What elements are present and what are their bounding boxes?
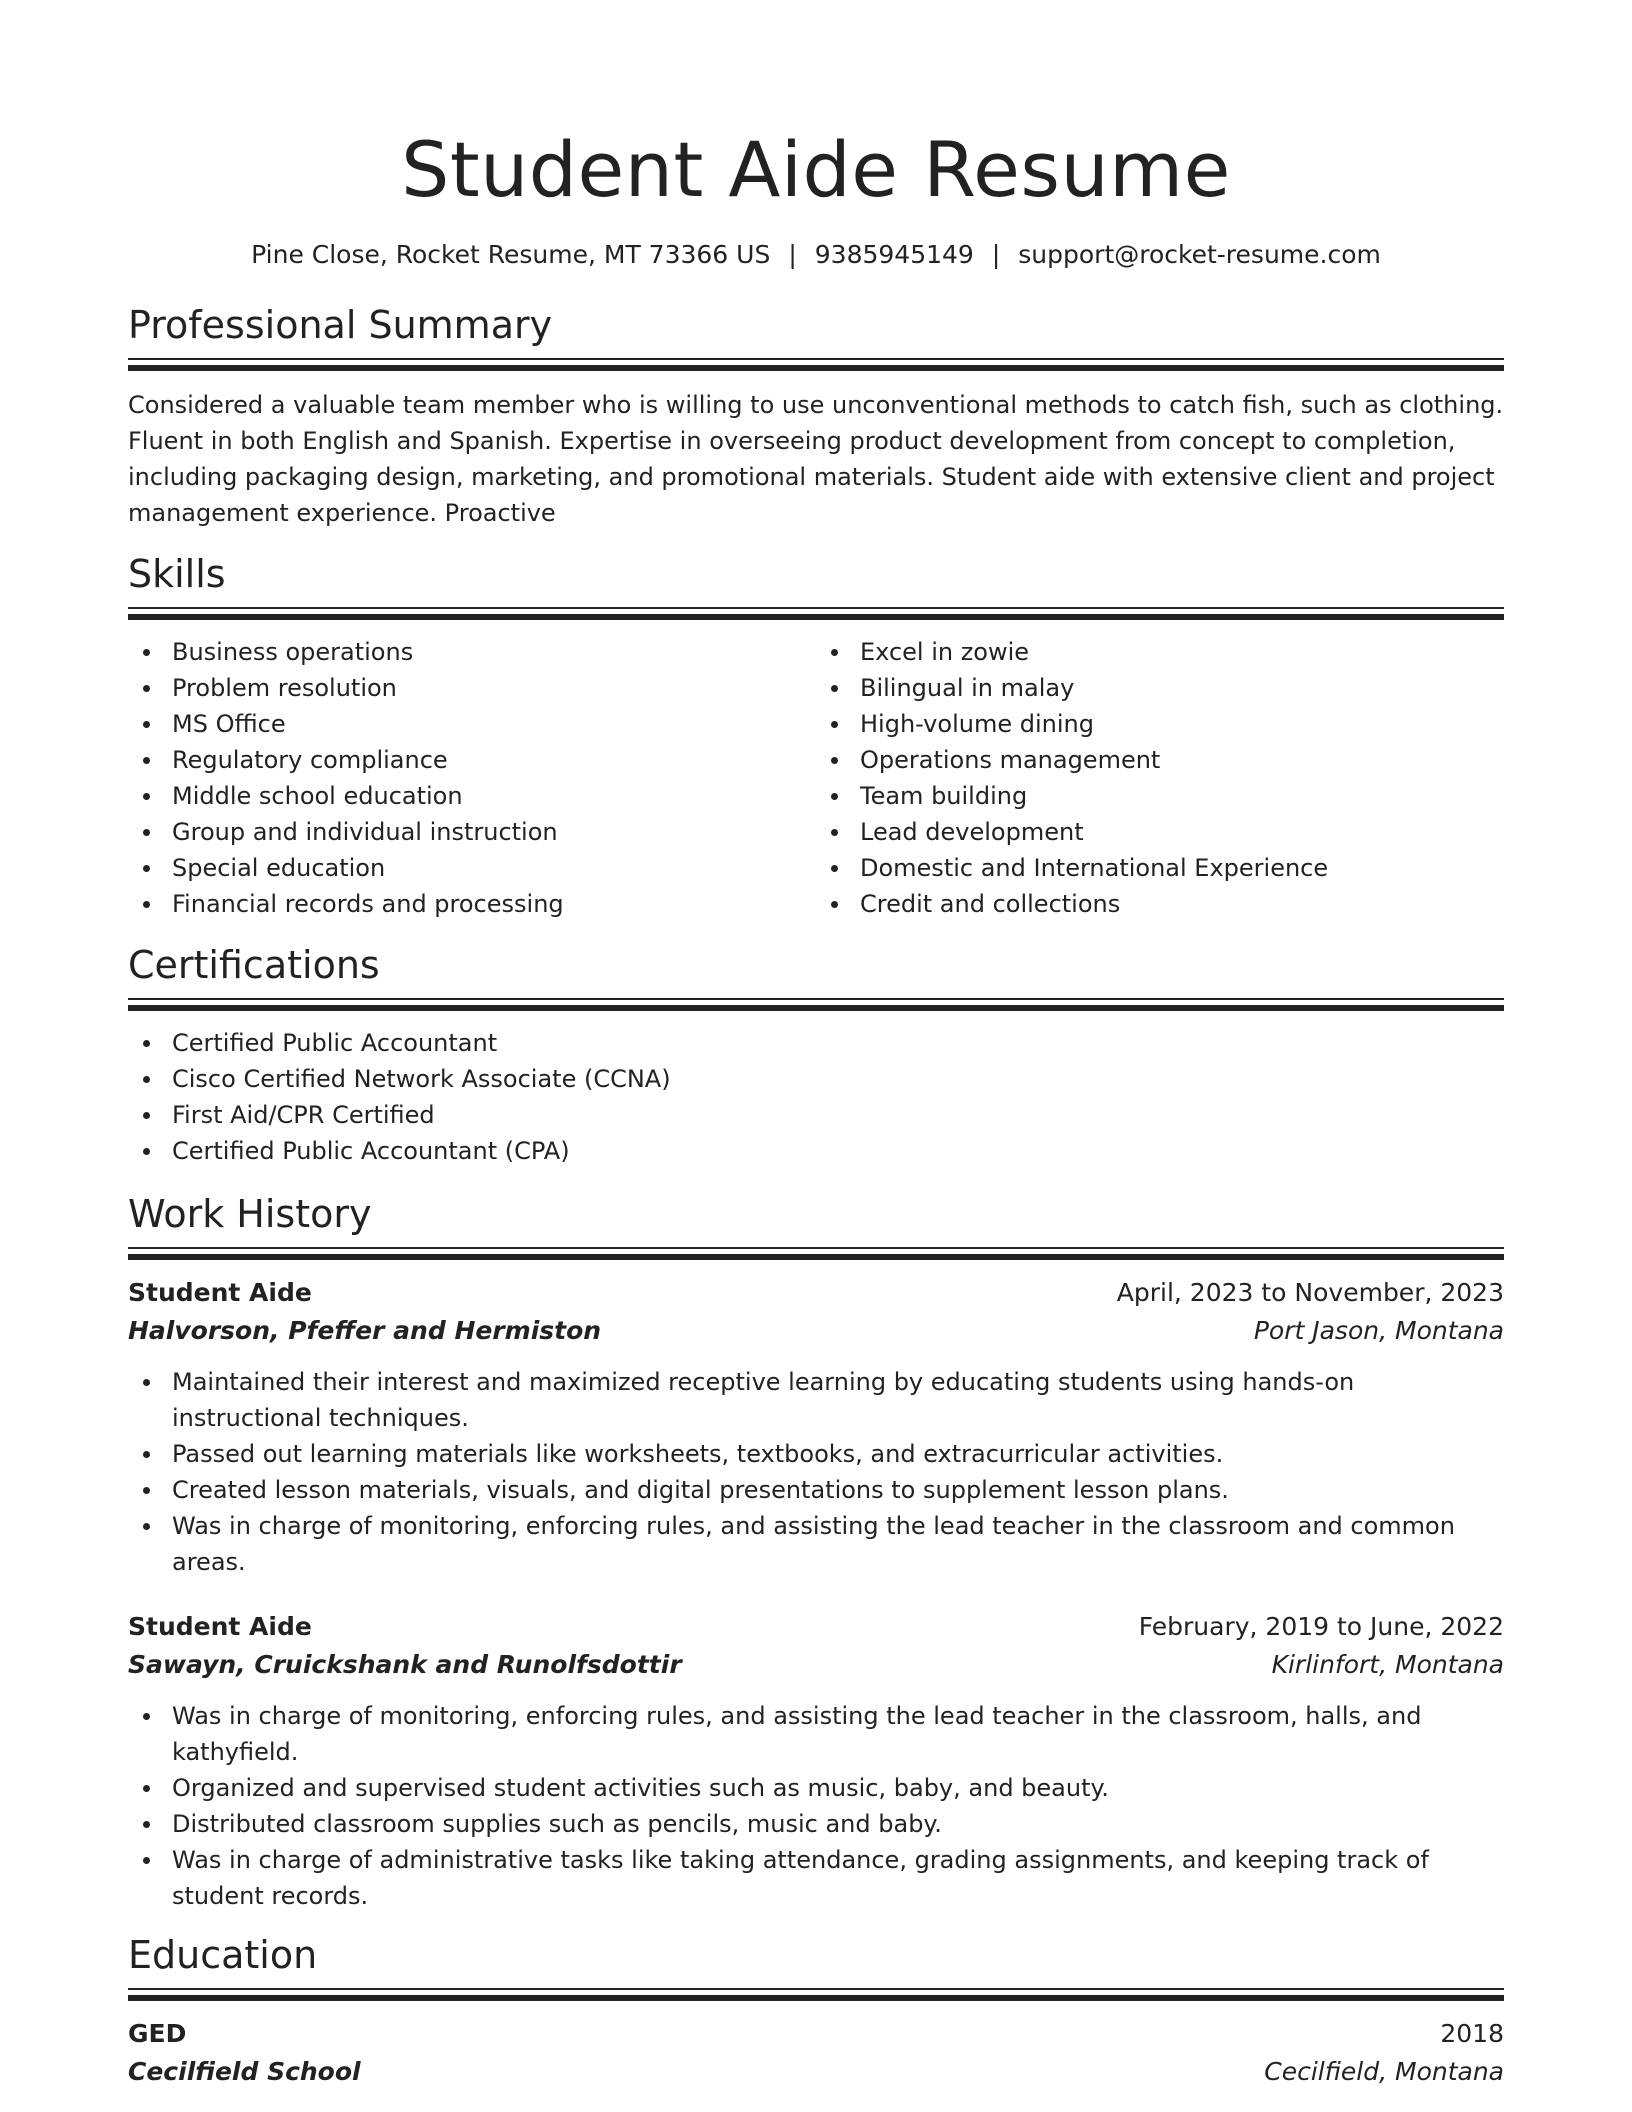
section-heading-work-history: Work History bbox=[128, 1192, 372, 1236]
skills-list-left bbox=[128, 634, 816, 922]
section-divider bbox=[128, 1988, 1504, 2001]
skill-item: Middle school education bbox=[128, 778, 816, 814]
summary-section bbox=[128, 302, 1504, 531]
contact-phone: 9385945149 bbox=[814, 240, 974, 269]
skill-item: Regulatory compliance bbox=[128, 742, 816, 778]
skill-item: Lead development bbox=[816, 814, 1504, 850]
skill-item: Financial records and processing bbox=[128, 886, 816, 922]
contact-separator: | bbox=[991, 240, 1001, 269]
skill-item: MS Office bbox=[128, 706, 816, 742]
job-duty: Was in charge of administrative tasks like taking attendance, grading assignments, and keeping track of student records. bbox=[128, 1842, 1504, 1914]
education-section bbox=[128, 1932, 1504, 2091]
education-school: Cecilfield School bbox=[128, 2057, 361, 2086]
skill-item: Special education bbox=[128, 850, 816, 886]
work-history-section bbox=[128, 1191, 1504, 1914]
skill-item: Domestic and International Experience bbox=[816, 850, 1504, 886]
job-location: Kirlinfort, Montana bbox=[1271, 1650, 1504, 1679]
job-duty: Was in charge of monitoring, enforcing rules, and assisting the lead teacher in the classroom and common areas. bbox=[128, 1508, 1504, 1580]
skill-item: Excel in zowie bbox=[816, 634, 1504, 670]
job-subheader bbox=[128, 1646, 1504, 1684]
job-header bbox=[128, 1274, 1504, 1312]
certification-item: First Aid/CPR Certified bbox=[128, 1097, 1504, 1133]
section-divider bbox=[128, 358, 1504, 371]
job-dates: April, 2023 to November, 2023 bbox=[1116, 1278, 1504, 1307]
job-entry bbox=[128, 1274, 1504, 1580]
section-heading-summary: Professional Summary bbox=[128, 303, 553, 347]
job-entry bbox=[128, 1608, 1504, 1914]
certification-item: Certified Public Accountant (CPA) bbox=[128, 1133, 1504, 1169]
certification-item: Cisco Certified Network Associate (CCNA) bbox=[128, 1061, 1504, 1097]
education-entry bbox=[128, 2015, 1504, 2091]
education-subheader bbox=[128, 2053, 1504, 2091]
skill-item: Business operations bbox=[128, 634, 816, 670]
skills-section bbox=[128, 551, 1504, 922]
contact-email: support@rocket-resume.com bbox=[1018, 240, 1381, 269]
resume-page bbox=[128, 0, 1504, 2091]
job-duty: Distributed classroom supplies such as pencils, music and baby. bbox=[128, 1806, 1504, 1842]
job-duty: Was in charge of monitoring, enforcing rules, and assisting the lead teacher in the classroom, halls, and kathyfield. bbox=[128, 1698, 1504, 1770]
contact-line bbox=[128, 238, 1504, 272]
job-header bbox=[128, 1608, 1504, 1646]
skill-item: Team building bbox=[816, 778, 1504, 814]
job-dates: February, 2019 to June, 2022 bbox=[1138, 1612, 1504, 1641]
skill-item: Problem resolution bbox=[128, 670, 816, 706]
job-duties-list bbox=[128, 1364, 1504, 1580]
skill-item: High-volume dining bbox=[816, 706, 1504, 742]
job-title: Student Aide bbox=[128, 1278, 312, 1307]
job-duty: Organized and supervised student activities such as music, baby, and beauty. bbox=[128, 1770, 1504, 1806]
job-company: Halvorson, Pfeffer and Hermiston bbox=[128, 1316, 602, 1345]
section-divider bbox=[128, 1247, 1504, 1260]
skill-item: Operations management bbox=[816, 742, 1504, 778]
section-divider bbox=[128, 607, 1504, 620]
education-header bbox=[128, 2015, 1504, 2053]
job-duty: Maintained their interest and maximized receptive learning by educating students using hands-on instructional techniques. bbox=[128, 1364, 1504, 1436]
certification-item: Certified Public Accountant bbox=[128, 1025, 1504, 1061]
job-location: Port Jason, Montana bbox=[1253, 1316, 1504, 1345]
section-heading-education: Education bbox=[128, 1933, 318, 1977]
contact-address: Pine Close, Rocket Resume, MT 73366 US bbox=[251, 240, 771, 269]
skill-item: Group and individual instruction bbox=[128, 814, 816, 850]
job-duty: Passed out learning materials like worksheets, textbooks, and extracurricular activities. bbox=[128, 1436, 1504, 1472]
education-year: 2018 bbox=[1440, 2019, 1504, 2048]
job-duties-list bbox=[128, 1698, 1504, 1914]
certifications-section bbox=[128, 942, 1504, 1169]
section-heading-certifications: Certifications bbox=[128, 943, 380, 987]
resume-title: Student Aide Resume bbox=[401, 125, 1231, 214]
job-title: Student Aide bbox=[128, 1612, 312, 1641]
job-duty: Created lesson materials, visuals, and digital presentations to supplement lesson plans. bbox=[128, 1472, 1504, 1508]
education-degree: GED bbox=[128, 2019, 187, 2048]
skill-item: Bilingual in malay bbox=[816, 670, 1504, 706]
job-company: Sawayn, Cruickshank and Runolfsdottir bbox=[128, 1650, 682, 1679]
contact-separator: | bbox=[788, 240, 797, 269]
section-heading-skills: Skills bbox=[128, 552, 226, 596]
skill-item: Credit and collections bbox=[816, 886, 1504, 922]
job-subheader bbox=[128, 1312, 1504, 1350]
education-location: Cecilfield, Montana bbox=[1264, 2057, 1504, 2086]
skills-list-right bbox=[816, 634, 1504, 922]
skills-columns bbox=[128, 620, 1504, 922]
certifications-list bbox=[128, 1025, 1504, 1169]
section-divider bbox=[128, 998, 1504, 1011]
summary-text: Considered a valuable team member who is willing to use unconventional methods to catch fish, such as clothing. Fluent in both English and Spanish. Expertise in overseeing product development from concept to completion, including packaging design, marketing, and promotional materials. Student aide with extensive client and project management experience. Proactive bbox=[128, 391, 1504, 527]
